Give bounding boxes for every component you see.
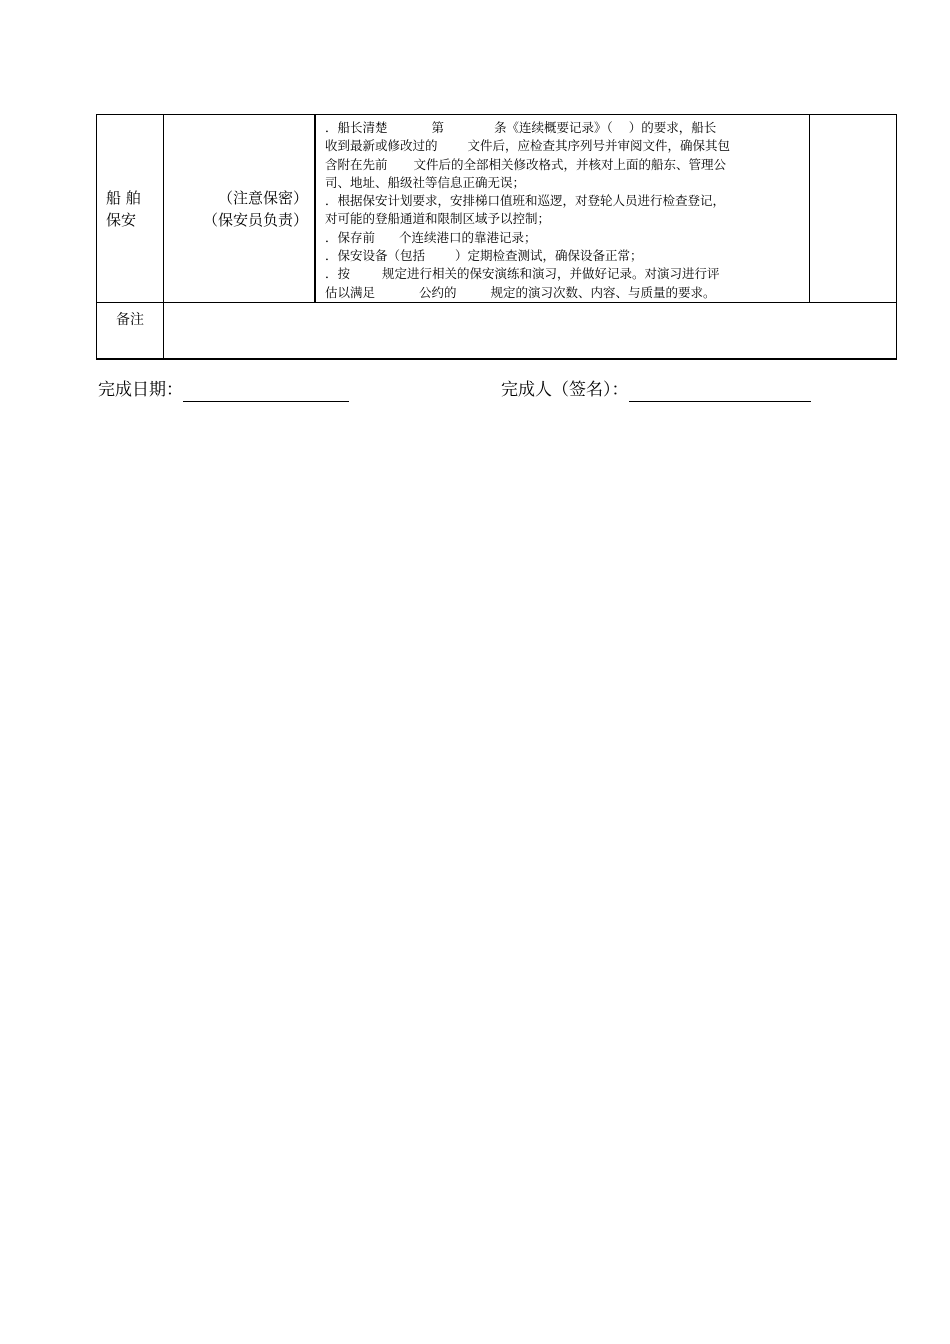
completion-signer <box>501 378 811 402</box>
item-cell <box>164 115 316 303</box>
description-line: ．船长清楚 第 条《连续概要记录》（ ）的要求，船长 <box>325 120 717 135</box>
remark-label: 备注 <box>97 303 164 360</box>
description-line: ．保存前 个连续港口的靠港记录； <box>325 229 537 245</box>
category-line: 船 舶 <box>106 188 141 207</box>
description-line: ．根据保安计划要求，安排梯口值班和巡逻，对登轮人员进行检查登记， <box>325 193 726 209</box>
check-cell[interactable] <box>810 115 897 303</box>
description-line: 含附在先前 文件后的全部相关修改格式，并核对上面的船东、管理公 <box>325 156 727 172</box>
description-line: 司、地址、船级社等信息正确无误； <box>325 174 526 190</box>
category-cell <box>97 115 164 303</box>
description-line: ．按 规定进行相关的保安演练和演习，并做好记录。对演习进行评 <box>325 266 720 282</box>
remark-field[interactable] <box>164 303 897 360</box>
category-line: 保安 <box>106 210 137 229</box>
completion-signer-label: 完成人（签名）： <box>501 380 629 400</box>
table-row <box>97 115 897 303</box>
completion-date-label: 完成日期： <box>98 380 183 400</box>
description-line: ．保安设备（包括 ）定期检查测试，确保设备正常； <box>325 248 643 264</box>
completion-date-field[interactable] <box>183 381 349 402</box>
completion-date <box>98 378 349 402</box>
item-line: （注意保密） <box>217 188 308 207</box>
checklist-table <box>96 114 897 360</box>
table-row <box>97 303 897 360</box>
description-cell <box>315 115 810 303</box>
item-line: （保安员负责） <box>202 210 308 229</box>
signature-field[interactable] <box>629 381 811 402</box>
description-line: 对可能的登船通道和限制区域予以控制； <box>325 211 551 227</box>
description-line: 估以满足 公约的 规定的演习次数、内容、与质量的要求。 <box>325 284 716 300</box>
description-line: 收到最新或修改过的 文件后，应检查其序列号并审阅文件，确保其包 <box>325 138 731 154</box>
